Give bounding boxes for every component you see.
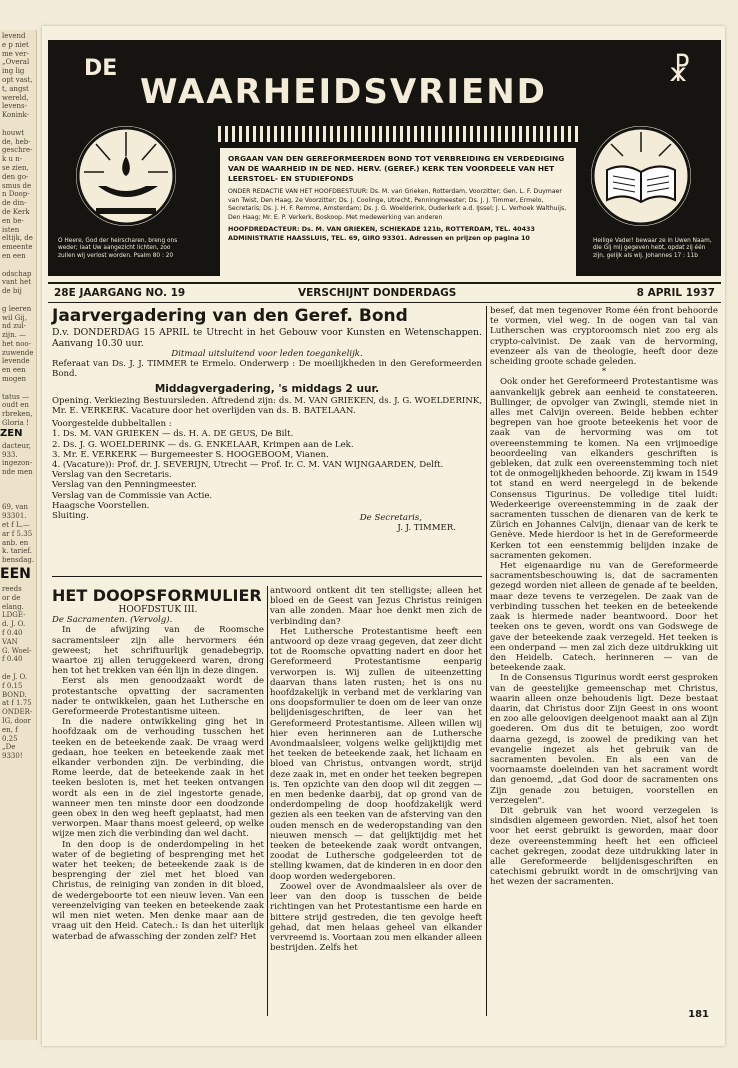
previous-page-line: anb. en: [2, 538, 29, 547]
previous-page-line: smus de: [2, 181, 32, 190]
previous-page-text-2: [0, 440, 36, 565]
issue-bar: [48, 282, 721, 303]
previous-page-line: [2, 486, 35, 495]
open-bible-emblem-icon: [591, 126, 691, 226]
previous-page-line: den go-: [2, 172, 29, 181]
previous-page-line: opt vast,: [2, 75, 33, 84]
page-number: 181: [688, 1009, 709, 1020]
previous-page-line: tatus —: [2, 392, 30, 401]
previous-page-line: levende: [2, 357, 30, 366]
previous-page-line: g leeren: [2, 304, 32, 313]
meeting-agenda-item: Verslag van den Secretaris.: [52, 470, 172, 481]
previous-page-line: wereld,: [2, 93, 29, 102]
masthead-quote-left: O Heere, God der heirscharen, breng ons weder; laat Uw aangezicht lichten, zoo zullen wij verlost worden. Psalm 80 : 20: [58, 238, 178, 259]
previous-page-line: de bij: [2, 287, 22, 296]
article-paragraph: In den doop is de onderdompeling in het water of de begieting of besprenging met het water het teeken; de beteekende zaak is de besprenging der ziel met het bloed van Christus, de reiniging van zonden in dit bloed, de wedergeboorte tot een nieuw leven. Van een vereenzelviging van teeken en beteekende zaak wil men niet weten. Men denke maar aan de vraag uit den Heid. Catech.: Is dan het uiterlijk waterbad de afwassching der zonden zelf? Het: [52, 839, 264, 942]
previous-page-line: mogen: [2, 375, 26, 384]
previous-page-line: vant het: [2, 278, 32, 287]
meeting-agenda-item: Sluiting.: [52, 511, 89, 522]
previous-page-line: [2, 477, 35, 486]
previous-page-line: k. tarief.: [2, 547, 32, 556]
previous-page-line: ingezon-: [2, 459, 33, 468]
previous-page-line: eltijk, de: [2, 234, 33, 243]
doop-col3-paragraphs: [490, 306, 718, 888]
previous-page-line: en een: [2, 251, 26, 260]
previous-page-line: f 0.40: [2, 629, 23, 637]
previous-page-line: [2, 664, 35, 673]
meeting-members-only: Ditmaal uitsluitend voor leden toegankelijk.: [171, 349, 363, 359]
masthead-quote-right: Heilige Vader! bewaar ze in Uwen Naam, die Gij mij gegeven hebt, opdat zij één zijn, gelijk als wij. Johannes 17 : 11b: [593, 238, 712, 259]
previous-page-line: en be-: [2, 216, 24, 225]
previous-page-line: f 0.40: [2, 655, 23, 664]
previous-page-line: me ver-: [2, 49, 29, 58]
previous-page-line: t, angst: [2, 84, 29, 93]
issue-date: 8 APRIL 1937: [636, 287, 715, 299]
previous-page-line: reeds: [2, 585, 22, 594]
article-paragraph: besef, dat men tegenover Rome één front behoorde te vormen, viel weg. In de oogen van tal van Lutherschen was cryptoroomsch niet zoo erg als crypto-calvinist. De zaak van de hervorming, evenzeer als van de theologie, heeft door deze scheiding groote schade geleden.: [490, 306, 718, 368]
meeting-agenda-item: Verslag van de Commissie van Actie.: [52, 490, 213, 501]
previous-page-line: LDGE-: [2, 611, 26, 620]
previous-page-line: wil Gij,: [2, 313, 27, 322]
issue-volume: 28E JAARGANG NO. 19: [54, 287, 186, 299]
previous-page-line: 69, van: [2, 503, 28, 512]
previous-page-line: elang.: [2, 602, 24, 611]
meeting-sig-name: J. J. TIMMER.: [397, 523, 456, 534]
lamp-emblem-icon: [76, 126, 176, 226]
previous-page-line: [2, 495, 35, 504]
doop-section: De Sacramenten. (Vervolg).: [52, 615, 173, 626]
meeting-agenda-item: 4. (Vacature)): Prof. dr. J. SEVERIJN, Utrecht — Prof. Ir. C. M. VAN WIJNGAARDEN, Delft.: [52, 460, 444, 471]
masthead-administration: ADMINISTRATIE HAASSLUIS, TEL. 69, GIRO 93301. Adressen en prijzen op pagina 10: [228, 233, 530, 242]
newspaper-page: [42, 26, 725, 1046]
article-paragraph: In de afwijzing van de Roomsche sacramentsleer zijn alle hervormers één geweest; het schriftuurlijk genadebegrip, waartoe zij allen teruggekeerd waren, drong hen tot het trekken van één lijn in deze dingen.: [52, 625, 264, 677]
previous-page-line: IG, door: [2, 716, 31, 725]
meeting-referaat: Referaat van Ds. J. J. TIMMER te Ermelo. Onderwerp : De moeilijkheden in den Gereformeerden Bond.: [52, 359, 482, 380]
section-divider: [52, 576, 482, 577]
masthead-ornament: [218, 126, 578, 142]
previous-page-line: or de: [2, 593, 21, 602]
meeting-announcement: [52, 306, 482, 534]
previous-page-line: de din-: [2, 199, 27, 208]
masthead-title: WAARHEIDSVRIEND: [140, 72, 547, 112]
meeting-announce: D.v. DONDERDAG 15 APRIL te Utrecht in het Gebouw voor Kunsten en Wetenschappen. Aanvang 10.30 uur.: [52, 327, 482, 349]
previous-page-line: f 0.15: [2, 681, 23, 690]
previous-page-line: zijn. —: [2, 331, 27, 340]
masthead-editor: HOOFDREDACTEUR: Ds. M. VAN GRIEKEN, SCHIEKADE 121b, ROTTERDAM, TEL. 40433: [228, 225, 535, 233]
meeting-agenda-item: Haagsche Voorstellen.: [52, 500, 150, 511]
meeting-items: [52, 429, 482, 524]
previous-page-line: ONDER-: [2, 708, 33, 717]
article-paragraph: Eerst als men genoodzaakt wordt de protestantsche opvatting der sacramenten nader te ontwikkelen, gaan het Luthersche en Gereformeerde Protestantisme uiteen.: [52, 676, 264, 718]
previous-page-line: de, heb-: [2, 137, 31, 146]
article-paragraph: Zoowel over de Avondmaalsleer als over de leer van den doop is tusschen de beide richtingen van het Protestantisme een harde en bittere strijd gestreden, die ten gevolge heeft gehad, dat men helaas geheel van elkander vervreemd is. Voortaan zou men elkander alleen bestrijden. Zelfs het: [270, 881, 482, 954]
previous-page-line: Gloria !: [2, 419, 29, 428]
previous-page-line: et f L.—: [2, 521, 30, 530]
meeting-agenda-item: 2. Ds. J. G. WOELDERINK — ds. G. ENKELAAR, Krimpen aan de Lek.: [52, 439, 354, 450]
previous-page-text-3: [0, 583, 36, 761]
previous-page-line: 9330!: [2, 752, 23, 761]
previous-page-line: d. J. O.: [2, 620, 26, 629]
previous-page-line: „De: [2, 743, 16, 752]
article-paragraph: *: [601, 367, 607, 378]
previous-page-line: 933.: [2, 450, 18, 459]
previous-page-line: oudt en: [2, 401, 29, 410]
previous-page-line: de J. O.: [2, 672, 28, 681]
previous-page-line: odschap: [2, 269, 32, 278]
meeting-agenda-item: 1. Ds. M. VAN GRIEKEN — ds. H. A. DE GEUS, De Bilt.: [52, 429, 294, 440]
previous-page-line: e p niet: [2, 40, 29, 49]
previous-page-line: [2, 120, 35, 129]
previous-page-line: levens-: [2, 102, 27, 111]
previous-page-line: het noo-: [2, 339, 31, 348]
masthead: [48, 40, 721, 276]
previous-page-line: k u n-: [2, 155, 23, 164]
article-paragraph: Ook onder het Gereformeerd Protestantisme was aanvankelijk gebrek aan eenheid te constateeren. Bullinger, de opvolger van Zwingli, stemde niet in alles met Calvijn overeen. Beide hebben echter begrepen van hoe groote beteekenis het voor de zaak van de hervorming was om tot overeenstemming te komen. Na een vrijmoedige beoordeeling van elkanders geschriften is gebleken, dat zulk een overeenstemming toch niet tot de onmogelijkheden behoorde. Zij kwam in 1549 tot stand en werd neergelegd in de bekende Consensus Tigurinus. De volledige titel luidt: Wederkeerige overeenstemming in de zaak der sacramenten tusschen de dienaren van de kerk te Zürich en Johannes Calvijn, dienaar van de kerk te Genève. Mede hierdoor is het in de Gereformeerde Kerken tot een eenstemmig belijden inzake de sacramenten gekomen.: [490, 377, 718, 561]
previous-page-text: [0, 30, 36, 428]
previous-page-line: en, f 0.25: [2, 725, 18, 743]
doop-title: HET DOOPSFORMULIER: [52, 586, 262, 605]
column-divider: [267, 586, 268, 1016]
doop-column-3: [490, 306, 718, 888]
meeting-afternoon-heading: Middagvergadering, 's middags 2 uur.: [154, 382, 380, 395]
article-paragraph: Het Luthersche Protestantisme heeft een antwoord op deze vraag gegeven, dat zeer dicht tot de Roomsche opvatting nadert en door het Gereformeerd Protestantisme eenparig verworpen is. Wij zullen de uiteenzetting daarvan thans laten rusten; het is ons nu hoofdzakelijk in verband met de verklaring van ons doopsformulier te doen om de leer van onze belijdenisgeschriften, de leer van het Gereformeerd Protestantisme. Alleen willen wij hier even herinneren aan de Luthersche Avondmaalsleer, volgens welke gelijktijdig met het teeken de beteekende zaak, het lichaam en bloed van Christus, ontvangen wordt, strijd deze zaak in, met en onder het teeken begrepen is. Ten opzichte van den doop wil dit zeggen — en men bedenke daarbij, dat op grond van de onderdompeling de doop hoofdzakelijk werd gezien als een teeken van de afsterving van den ouden mensch en de wederopstanding van den nieuwen mensch — dat gelijktijdig met het teeken de beteekende zaak wordt ontvangen, zoodat de Luthersche godgeleerden tot de stelling kwamen, dat de kinderen in en door den doop worden wedergeboren.: [270, 626, 482, 882]
previous-page-line: zuwende: [2, 348, 34, 357]
meeting-agenda-item: Verslag van den Penningmeester.: [52, 480, 197, 491]
previous-page-line: de Kerk: [2, 207, 30, 216]
previous-page-heading-2: EEN: [0, 566, 31, 583]
article-paragraph: In de Consensus Tigurinus wordt eerst gesproken van de geestelijke gemeenschap met Christus, waarin alleen onze behoudenis ligt. Deze bestaat daarin, dat Christus door Zijn Geest in ons woont en zoo alle geloovigen deelgenoot maakt aan al Zijn goederen. Om dus dit te betuigen, zoo wordt daarna gezegd, is zoowel de prediking van het evangelie ingezet als het gebruik van de sacramenten bevolen. En als een van de voornaamste doeleinden van het sacrament wordt dan genoemd, „dat God door de sacramenten ons Zijn genade zou betuigen, voorstellen en verzegelen".: [490, 673, 718, 806]
previous-page-line: emeente: [2, 243, 33, 252]
doop-col1-paragraphs: [52, 625, 264, 941]
previous-page-line: en een: [2, 366, 26, 375]
meeting-agenda-item: 3. Mr. E. VERKERK — Burgemeester S. HOOGEBOOM, Vianen.: [52, 449, 329, 460]
previous-page-line: levend: [2, 32, 26, 40]
masthead-board: ONDER REDACTIE VAN HET HOOFDBESTUUR: Ds. M. van Grieken, Rotterdam, Voorzitter; Gen. L. F. Duymaer van Twist, Den Haag, 2e Voorzitter; Ds. J. Coolinge, Utrecht, Penningmeester; Ds. J. J. Timmer, Ermelo, Secretaris; Ds. J. H. F. Remme, Amsterdam; Ds. J. G. Woelderink, Ouderkerk a.d. IJssel; J. L. Verhoek Walthuijs, Den Haag; Mr. E. P. Verkerk, Boskoop. Met medewerking van anderen: [228, 188, 567, 221]
previous-page-line: 93301.: [2, 512, 27, 521]
masthead-title-de: DE: [84, 56, 118, 81]
previous-page-line: dacteur,: [2, 441, 31, 450]
previous-page-line: BOND.: [2, 690, 27, 699]
meeting-opening: Opening. Verkiezing Bestuursleden. Aftredend zijn: ds. M. VAN GRIEKEN, ds. J. G. WOELDERINK, Mr. E. VERKERK. Vacature door het overlijden van ds. B. BATELAAN.: [52, 395, 482, 417]
previous-page-line: geschre-: [2, 146, 33, 155]
article-paragraph: In die nadere ontwikkeling ging het in hoofdzaak om de verhouding tusschen het teeken en de beteekende zaak. De vraag werd gedaan, hoe teeken en beteekende zaak met elkander verbonden zijn. De verbinding, die Rome leerde, dat de beteekende zaak in het teeken besloten is, met het teeken ontvangen wordt als een in de ziel ingestorte genade, wanneer men ten minste door een doodzonde geen obex in den weg heeft geplaatst, had men verworpen. Maar thans moest geleerd, op welke wijze men zich die verbinding dan wel dacht.: [52, 717, 264, 840]
previous-page-line: rbreken,: [2, 410, 33, 419]
previous-page-line: n Doop-: [2, 190, 30, 199]
previous-page-line: nd zul-: [2, 322, 27, 331]
article-paragraph: Dit gebruik van het woord verzegelen is sindsdien algemeen geworden. Niet, alsof het toen voor het eerst gebruikt is geworden, maar door deze overeenstemming heeft het een officieel cachet gekregen, zoodat deze uitdrukking later in alle Gereformeerde belijdenisgeschriften en catechismi gebruikt wordt in de omschrijving van het wezen der sacramenten.: [490, 805, 718, 888]
article-paragraph: antwoord ontkent dit ten stelligste; alleen het bloed en de Geest van Jezus Christus reinigen van alle zonden. Maar hoe denkt men zich de verbinding dan?: [270, 586, 482, 627]
column-divider-right: [486, 306, 487, 1016]
previous-page-line: [2, 261, 35, 270]
previous-page-line: VAN: [2, 637, 18, 646]
previous-page-line: nde men: [2, 468, 33, 477]
doop-column-2: [270, 586, 482, 953]
previous-page-line: isten: [2, 225, 20, 234]
meeting-dubbeltallen-label: Voorgestelde dubbeltallen :: [52, 419, 172, 430]
previous-page-line: at f 1.75: [2, 699, 32, 708]
previous-page-line: houwt: [2, 128, 25, 137]
previous-page-line: [2, 384, 35, 393]
meeting-sig-label: De Secretaris,: [359, 513, 422, 524]
previous-page-line: „Overal: [2, 58, 30, 67]
previous-page-line: se zien,: [2, 163, 29, 172]
masthead-purpose: ORGAAN VAN DEN GEREFORMEERDEN BOND TOT VERBREIDING EN VERDEDIGING VAN DE WAARHEID IN DE NED. HERV. (GEREF.) KERK TEN VOORDEELE VAN HET LEERSTOEL- EN STUDIEFONDS: [228, 154, 565, 183]
issue-frequency: VERSCHIJNT DONDERDAGS: [298, 287, 457, 299]
previous-page-edge: [0, 30, 37, 1040]
masthead-info-panel: [220, 148, 576, 276]
previous-page-line: [2, 296, 35, 305]
previous-page-line: bensdag.: [2, 556, 35, 565]
previous-page-line: Konink-: [2, 111, 29, 120]
previous-page-line: ing lig: [2, 67, 25, 76]
previous-page-line: G. Woel-: [2, 646, 32, 655]
previous-page-line: ar f 5.35: [2, 529, 33, 538]
doop-col2-paragraphs: [270, 586, 482, 953]
doop-column-1: [52, 586, 264, 942]
article-paragraph: Het eigenaardige nu van de Gereformeerde sacramentsbeschouwing is, dat de sacramenten gezegd worden niet alleen de genade af te beelden, maar deze tevens te verzegelen. De zaak van de verbinding tusschen het teeken en de beteekende zaak is hiermede nader beantwoord. Door het teeken ons te geven, wordt ons van Godswege de gave der beteekende zaak verzegeld. Het teeken is een onderpand — men zal zich deze uitdrukking uit den Heidelb. Catech. herinneren — van de beteekende zaak.: [490, 561, 718, 674]
previous-page-heading: ZEN: [0, 427, 23, 439]
doop-chapter: HOOFDSTUK III.: [118, 605, 198, 615]
chi-rho-symbol-icon: ☧: [667, 54, 691, 89]
meeting-title: Jaarvergadering van den Geref. Bond: [52, 306, 408, 326]
